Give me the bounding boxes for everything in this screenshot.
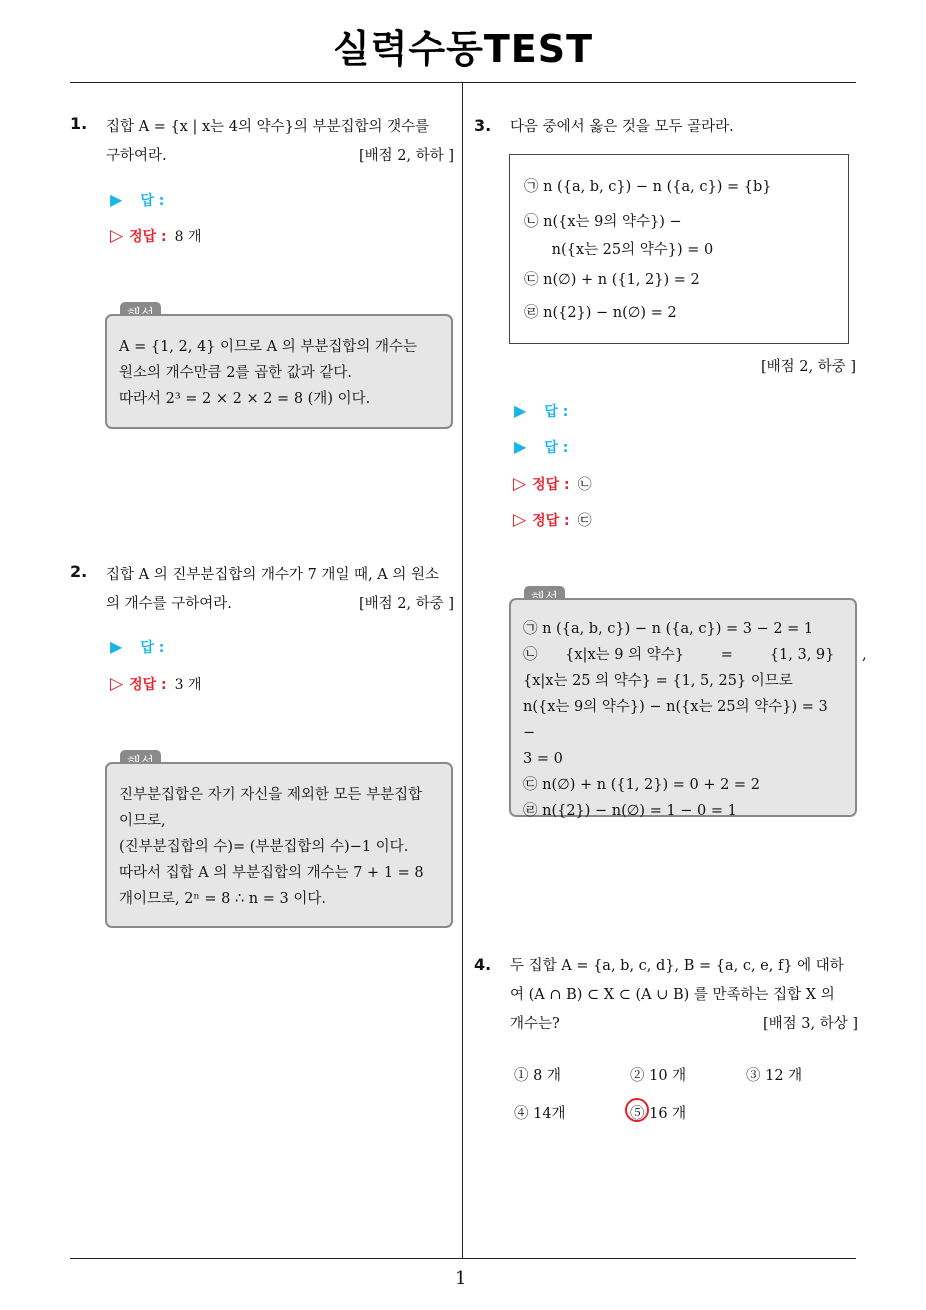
solution-line: 따라서 집합 A 의 부분집합의 개수는 7 + 1 = 8 <box>119 865 424 881</box>
question-number: 4. <box>474 955 492 974</box>
statement-item: ㉢ n(∅) + n ({1, 2}) = 2 <box>524 272 700 288</box>
score-label: [배점 2, 하중 ] <box>760 359 856 375</box>
question-text-line: 다음 중에서 옳은 것을 모두 골라라. <box>510 119 734 135</box>
choice-3[interactable]: ③ 12 개 <box>746 1068 803 1084</box>
solution-line: A = {1, 2, 4} 이므로 A 의 부분집합의 개수는 <box>119 339 418 355</box>
solution-box <box>509 598 867 819</box>
header-rule <box>70 82 856 83</box>
play-arrow-icon: ▶ <box>110 637 123 656</box>
question-text-line: 구하여라. <box>106 148 167 164</box>
statement-box <box>509 154 849 344</box>
solution-line: 진부분집합은 자기 자신을 제외한 모든 부분집합 <box>119 787 423 803</box>
correct-value: 3 개 <box>174 677 202 693</box>
solution-line: 3 = 0 <box>523 751 563 767</box>
choice-1[interactable]: ① 8 개 <box>514 1068 561 1084</box>
answer-label: 답 : <box>544 404 569 420</box>
question-text-line: 집합 A 의 진부분집합의 개수가 7 개일 때, A 의 원소 <box>106 567 439 583</box>
solution-line: {x|x는 25 의 약수} = {1, 5, 25} 이므로 <box>523 673 793 689</box>
score-label: [배점 2, 하중 ] <box>358 596 454 612</box>
question-text-line: 집합 A = {x | x는 4의 약수}의 부분집합의 갯수를 <box>106 119 430 135</box>
outline-arrow-icon: ▷ <box>110 674 124 694</box>
page-title: 실력수동TEST <box>332 27 593 71</box>
solution-line: ㉢ n(∅) + n ({1, 2}) = 0 + 2 = 2 <box>523 777 760 793</box>
answer-label: 답 : <box>140 640 165 656</box>
correct-answer-row <box>513 510 592 530</box>
statement-item-cont: n({x는 25의 약수}) = 0 <box>524 242 714 258</box>
outline-arrow-icon: ▷ <box>110 226 124 246</box>
answer-label: 답 : <box>140 193 165 209</box>
choice-4[interactable]: ④ 14개 <box>514 1106 566 1122</box>
score-label: [배점 2, 하하 ] <box>358 148 454 164</box>
answer-row[interactable] <box>110 637 164 657</box>
question-number: 1. <box>70 114 88 133</box>
solution-line: 따라서 2³ = 2 × 2 × 2 = 8 (개) 이다. <box>119 391 371 407</box>
selected-answer-circle-icon <box>625 1098 649 1122</box>
play-arrow-icon: ▶ <box>514 437 527 456</box>
answer-row[interactable] <box>110 190 164 210</box>
solution-line: ㉡ {x|x는 9 의 약수} = {1, 3, 9} , <box>523 647 867 663</box>
play-arrow-icon: ▶ <box>110 190 123 209</box>
correct-label: 정답 : <box>129 677 167 693</box>
solution-box <box>105 314 453 429</box>
correct-label: 정답 : <box>129 229 167 245</box>
solution-line: ㉠ n ({a, b, c}) − n ({a, c}) = 3 − 2 = 1 <box>523 621 814 637</box>
choice-5[interactable]: ⑤ 16 개 <box>630 1106 687 1122</box>
correct-answer-row <box>110 226 202 246</box>
question-text-line: 개수는? <box>510 1016 560 1032</box>
solution-line: ㉣ n({2}) − n(∅) = 1 − 0 = 1 <box>523 803 737 819</box>
statement-item: ㉣ n({2}) − n(∅) = 2 <box>524 305 677 321</box>
question-number: 2. <box>70 562 88 581</box>
correct-label: 정답 : <box>532 477 570 493</box>
solution-line: (진부분집합의 수)= (부분집합의 수)−1 이다. <box>119 839 409 855</box>
question-number: 3. <box>474 116 492 135</box>
play-arrow-icon: ▶ <box>514 401 527 420</box>
solution-line: n({x는 9의 약수}) − n({x는 25의 약수}) = 3 − <box>523 699 828 741</box>
outline-arrow-icon: ▷ <box>513 474 527 494</box>
correct-value: 8 개 <box>174 229 202 245</box>
answer-row[interactable] <box>514 437 568 457</box>
statement-item: ㉠ n ({a, b, c}) − n ({a, c}) = {b} <box>524 179 772 195</box>
question-text-line: 여 (A ∩ B) ⊂ X ⊂ (A ∪ B) 를 만족하는 집합 X 의 <box>510 987 835 1003</box>
correct-label: 정답 : <box>532 513 570 529</box>
answer-row[interactable] <box>514 401 568 421</box>
column-divider <box>462 83 463 1258</box>
correct-value: ㉡ <box>577 477 592 493</box>
question-text-line: 의 개수를 구하여라. <box>106 596 232 612</box>
solution-box <box>105 762 453 928</box>
question-text-line: 두 집합 A = {a, b, c, d}, B = {a, c, e, f} 에 대하 <box>510 958 844 974</box>
footer-rule <box>70 1258 856 1259</box>
choice-2[interactable]: ② 10 개 <box>630 1068 687 1084</box>
correct-answer-row <box>110 674 202 694</box>
statement-item: ㉡ n({x는 9의 약수}) − <box>524 214 682 230</box>
solution-line: 원소의 개수만큼 2를 곱한 값과 같다. <box>119 365 352 381</box>
solution-line: 이므로, <box>119 813 166 829</box>
correct-value: ㉢ <box>577 513 592 529</box>
answer-label: 답 : <box>544 440 569 456</box>
page-number: 1 <box>455 1268 467 1289</box>
solution-line: 개이므로, 2ⁿ = 8 ∴ n = 3 이다. <box>119 891 326 907</box>
correct-answer-row <box>513 474 592 494</box>
score-label: [배점 3, 하상 ] <box>762 1016 858 1032</box>
outline-arrow-icon: ▷ <box>513 510 527 530</box>
